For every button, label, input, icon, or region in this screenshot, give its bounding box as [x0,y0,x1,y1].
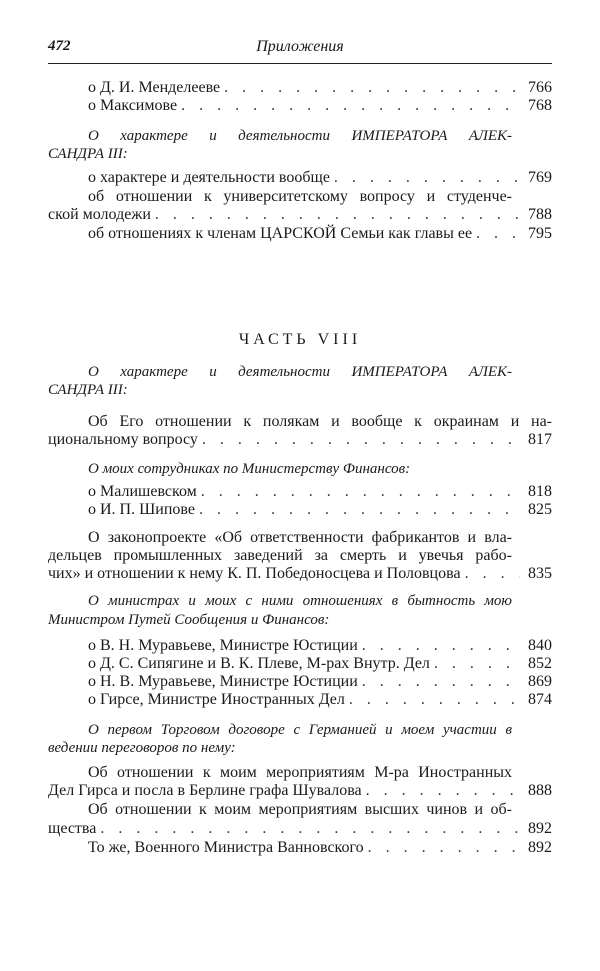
dot-leader [334,168,520,187]
entry-page: 795 [528,225,552,242]
toc-entry[interactable] [48,430,552,449]
dot-leader [201,482,520,501]
section-heading: О первом Торговом договоре с Германией и моем участии в [88,722,512,738]
entry-page: 818 [528,483,552,500]
dot-leader [202,430,520,449]
section-heading-cont: ведении переговоров по нему: [48,740,236,756]
dot-leader [368,838,520,857]
entry-line: Об Его отношении к полякам и вообще к окраинам и на- [88,413,552,430]
toc-entry[interactable] [88,672,552,691]
toc-entry[interactable] [88,96,552,115]
toc-entry[interactable] [48,564,552,583]
entry-text: об отношениях к членам ЦАРСКОЙ Семьи как главы ее [88,225,473,242]
toc-entry[interactable] [88,838,552,857]
toc-entry[interactable] [88,482,552,501]
entry-text: о Н. В. Муравьеве, Министре Юстиции [88,673,358,690]
part-title: ЧАСТЬ VIII [238,331,362,348]
section-heading-cont: САНДРА III: [48,382,128,398]
dot-leader [366,781,520,800]
section-heading-cont: Министром Путей Сообщения и Финансов: [48,612,330,628]
entry-text: о характере и деятельности вообще [88,169,330,186]
entry-page: 888 [528,782,552,799]
toc-entry[interactable] [48,819,552,838]
entry-page: 840 [528,637,552,654]
entry-page: 869 [528,673,552,690]
entry-page: 825 [528,501,552,518]
entry-text: о Д. И. Менделееве [88,79,221,96]
entry-text: циональному вопросу [48,431,198,448]
entry-line: Об отношении к моим мероприятиям М-ра Иностранных [88,764,512,781]
entry-text: То же, Военного Министра Ванновского [88,839,364,856]
entry-line: Об отношении к моим мероприятиям высших чинов и об- [88,801,512,818]
dot-leader [181,96,520,115]
dot-leader [349,690,520,709]
dot-leader [155,205,520,224]
header-rule [48,63,552,64]
dot-leader [476,224,520,243]
entry-line: об отношении к университетскому вопросу и студенче- [88,188,512,205]
dot-leader [362,672,520,691]
entry-text: о Д. С. Сипягине и В. К. Плеве, М-рах Внутр. Дел [88,655,430,672]
entry-page: 852 [528,655,552,672]
entry-text: о В. Н. Муравьеве, Министре Юстиции [88,637,358,654]
dot-leader [100,819,520,838]
toc-entry[interactable] [48,205,552,224]
entry-text: Дел Гирса и посла в Берлине графа Шувалова [48,782,362,799]
entry-text: ской молодежи [48,206,151,223]
section-heading: О министрах и моих с ними отношениях в бытность мою [88,593,512,609]
entry-text: щества [48,820,97,837]
entry-page: 874 [528,691,552,708]
dot-leader [434,654,520,673]
dot-leader [362,636,520,655]
entry-page: 817 [528,431,552,448]
entry-page: 835 [528,565,552,582]
toc-entry[interactable] [88,654,552,673]
toc-entry[interactable] [88,78,552,97]
dot-leader [224,78,520,97]
toc-entry[interactable] [88,690,552,709]
entry-page: 892 [528,820,552,837]
entry-page: 892 [528,839,552,856]
running-header: Приложения [256,38,344,55]
entry-page: 788 [528,206,552,223]
toc-entry[interactable] [48,781,552,800]
toc-entry[interactable] [88,636,552,655]
entry-line: дельцев промышленных заведений за смерть и увечья рабо- [48,547,512,564]
toc-entry[interactable] [88,168,552,187]
entry-page: 768 [528,97,552,114]
dot-leader [465,564,520,583]
entry-page: 766 [528,79,552,96]
section-heading: О характере и деятельности ИМПЕРАТОРА АЛЕК- [88,128,512,144]
page-number: 472 [48,38,71,54]
toc-entry[interactable] [88,224,552,243]
entry-text: чих» и отношении к нему К. П. Победоносцева и Половцова [48,565,461,582]
section-heading-cont: САНДРА III: [48,146,128,162]
entry-text: о Максимове [88,97,178,114]
entry-line: О законопроекте «Об ответственности фабрикантов и вла- [88,529,512,546]
entry-text: о Гирсе, Министре Иностранных Дел [88,691,345,708]
section-heading: О характере и деятельности ИМПЕРАТОРА АЛЕК- [88,364,512,380]
entry-page: 769 [528,169,552,186]
section-heading: О моих сотрудниках по Министерству Финансов: [88,461,411,477]
entry-text: о И. П. Шипове [88,501,195,518]
dot-leader [199,500,520,519]
entry-text: о Малишевском [88,483,197,500]
toc-entry[interactable] [88,500,552,519]
